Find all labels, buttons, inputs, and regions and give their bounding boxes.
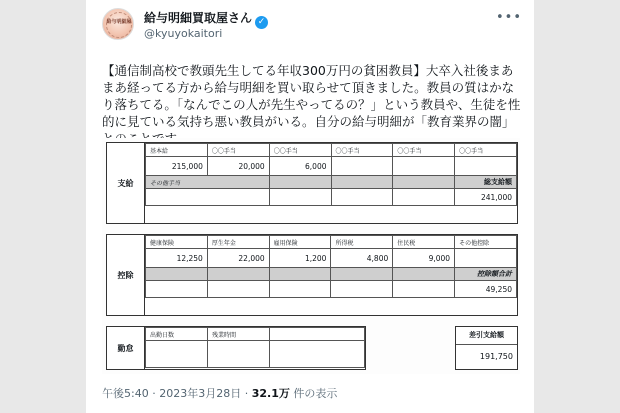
- avatar-ring: [106, 12, 132, 38]
- deduction-value-cell: 1,200: [269, 249, 331, 268]
- deduction-value-cell: 4,800: [331, 249, 393, 268]
- tweet-time[interactable]: 午後5:40: [102, 387, 149, 400]
- deduction-header-cell: 健康保険: [146, 236, 208, 249]
- pay-empty-cell: [393, 189, 455, 206]
- pay-table: [145, 143, 517, 206]
- deduction-gray-cell: [146, 268, 208, 281]
- tweet-meta: [102, 385, 337, 401]
- deduction-gray-cell: [331, 268, 393, 281]
- deduction-gray-cell: [207, 268, 269, 281]
- deduction-empty-cell: [146, 281, 208, 298]
- pay-value-cell: [393, 157, 455, 176]
- pay-value-cell: 6,000: [269, 157, 331, 176]
- verified-badge-icon: ✓: [255, 16, 268, 29]
- attendance-header-cell: 出勤日数: [146, 328, 208, 341]
- pay-header-cell: 〇〇手当: [455, 144, 517, 157]
- pay-header-cell: 基本給: [146, 144, 208, 157]
- pay-header-cell: 〇〇手当: [207, 144, 269, 157]
- deduction-value-cell: [455, 249, 517, 268]
- tweet-card: [86, 0, 534, 413]
- views-count[interactable]: 32.1万: [251, 387, 290, 400]
- pay-header-cell: 〇〇手当: [393, 144, 455, 157]
- payslip-image[interactable]: [102, 138, 520, 374]
- attendance-header-cell: [270, 328, 365, 341]
- meta-separator: ·: [241, 387, 252, 400]
- deduction-value-cell: 22,000: [207, 249, 269, 268]
- pay-empty-cell: [146, 189, 270, 206]
- deduction-table: [145, 235, 517, 298]
- pay-empty-cell: [331, 189, 393, 206]
- net-pay-box: [455, 326, 518, 370]
- attendance-table: [145, 327, 365, 368]
- total-deduction-value: 49,250: [455, 281, 517, 298]
- deduction-header-cell: 厚生年金: [207, 236, 269, 249]
- pay-section: [106, 142, 518, 224]
- deduction-header-cell: 住民税: [393, 236, 455, 249]
- pay-gray-cell: [331, 176, 393, 189]
- deduction-value-cell: 12,250: [146, 249, 208, 268]
- views-label: 件の表示: [289, 387, 338, 400]
- deduction-header-cell: 所得税: [331, 236, 393, 249]
- attendance-section-label: 勤怠: [107, 327, 145, 369]
- attendance-value-cell: [270, 341, 365, 368]
- avatar[interactable]: [102, 8, 134, 40]
- pay-value-cell: 20,000: [207, 157, 269, 176]
- deduction-header-cell: 雇用保険: [269, 236, 331, 249]
- net-pay-label: 差引支給額: [456, 327, 517, 345]
- tweet-text: 【通信制高校で教頭先生してる年収300万円の貧困教員】大卒入社後まあまあ経ってる方から給与明細を買い取らせて頂きました。教員の質はかなり落ちてる。「なんでこの人が先生やってるの？」という教員や、生徒を性的に見ている気持ち悪い教員がいる。自分の給与明細が「教育業界の闇」: [102, 63, 521, 129]
- pay-empty-cell: [269, 189, 331, 206]
- pay-gray-cell: [393, 176, 455, 189]
- tweet-date[interactable]: 2023年3月28日: [159, 387, 242, 400]
- pay-gray-cell: [269, 176, 331, 189]
- deduction-empty-cell: [207, 281, 269, 298]
- pay-value-cell: 215,000: [146, 157, 208, 176]
- deduction-section: [106, 234, 518, 316]
- other-allowance-label: その他手当: [146, 176, 270, 189]
- deduction-gray-cell: [393, 268, 455, 281]
- deduction-gray-cell: [269, 268, 331, 281]
- pay-value-cell: [331, 157, 393, 176]
- deduction-empty-cell: [331, 281, 393, 298]
- pay-header-cell: 〇〇手当: [331, 144, 393, 157]
- pay-header-cell: 〇〇手当: [269, 144, 331, 157]
- gross-pay-value: 241,000: [455, 189, 517, 206]
- attendance-header-cell: 残業時間: [208, 328, 270, 341]
- attendance-value-cell: [146, 341, 208, 368]
- more-options-icon[interactable]: •••: [495, 10, 522, 25]
- display-name-text[interactable]: 給与明細買取屋さん: [144, 11, 253, 25]
- net-pay-value: 191,750: [479, 352, 513, 361]
- deduction-empty-cell: [393, 281, 455, 298]
- gross-pay-label: 総支給額: [455, 176, 517, 189]
- deduction-header-cell: その他控除: [455, 236, 517, 249]
- attendance-box: [106, 326, 366, 370]
- tweet-header: [102, 8, 524, 42]
- avatar-logo-text: 給与明細屋: [106, 19, 132, 25]
- deduction-empty-cell: [269, 281, 331, 298]
- total-deduction-label: 控除額合計: [455, 268, 517, 281]
- attendance-section: [106, 326, 518, 370]
- deduction-section-label: 控除: [107, 235, 145, 315]
- pay-value-cell: [455, 157, 517, 176]
- deduction-value-cell: 9,000: [393, 249, 455, 268]
- user-handle[interactable]: @kyuyokaitori: [144, 27, 223, 40]
- pay-section-label: 支給: [107, 143, 145, 223]
- meta-separator: ·: [148, 387, 160, 400]
- attendance-value-cell: [208, 341, 270, 368]
- display-name[interactable]: [144, 9, 268, 29]
